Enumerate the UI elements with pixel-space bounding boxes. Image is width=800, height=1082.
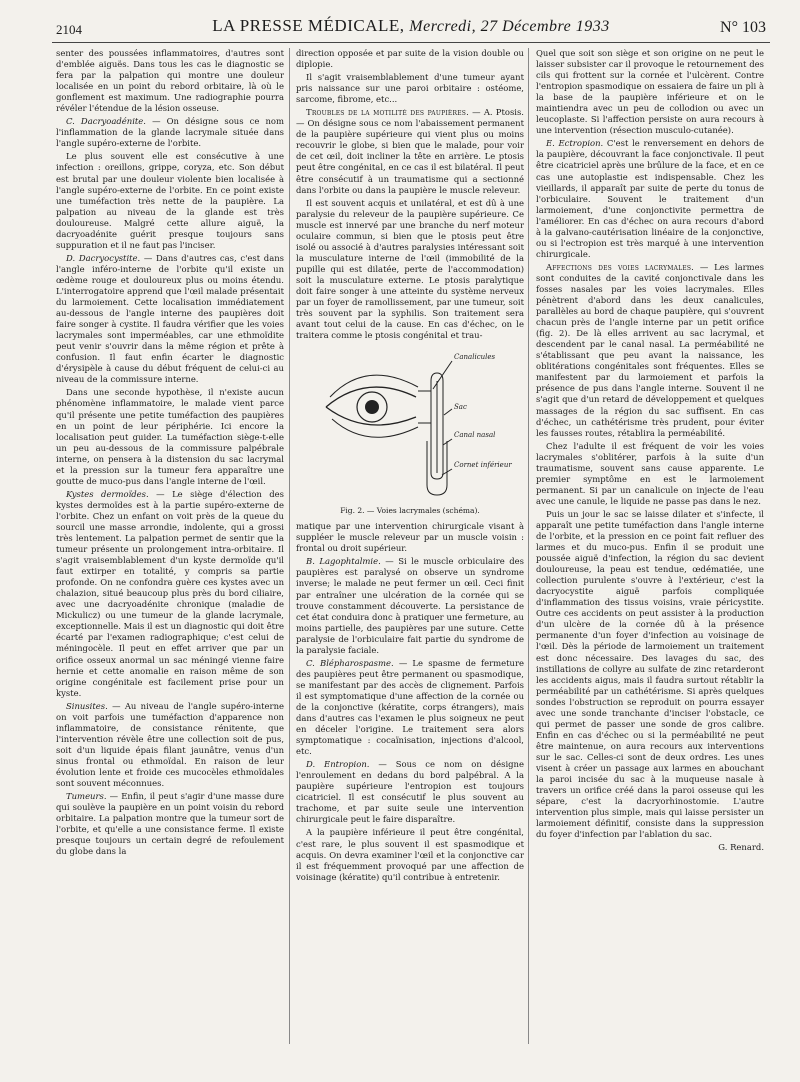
- paragraph: [536, 441, 764, 507]
- paragraph: [56, 151, 284, 250]
- paragraph: [296, 198, 524, 342]
- paragraph: [56, 489, 284, 699]
- paragraph: [56, 791, 284, 857]
- paragraph-text: Quel que soit son siège et son origine on ne peut le laisser subsister car il provoque le retournement des cils qui frottent sur la cornée et l'ulcèrent. Contre l'entropion spasmodique on essaiera de faire un pli à la base de la paupière inférieure et on le maintiendra avec un peu de collodion ou avec un leucoplaste. Si l'affection persiste on aura recours à une intervention (résection musculo-cutanée).: [536, 48, 764, 136]
- paragraph: [56, 387, 284, 486]
- paragraph: [296, 556, 524, 655]
- paragraph-text: direction opposée et par suite de la vision double ou diplopie.: [296, 48, 524, 70]
- paragraph: [296, 107, 524, 195]
- masthead: [52, 16, 770, 36]
- figure-lacrimal-ducts: [296, 345, 524, 515]
- eye-pupil: [365, 400, 379, 414]
- paragraph-text: senter des poussées inflammatoires, d'autres sont d'emblée aiguës. Dans tous les cas le diagnostic se fera par la palpation qui montre une douleur localisée en un point du rebord orbitaire, là où le gonflement est maximum. Une radiographie pourra révéler l'étendue de la lésion osseuse.: [56, 48, 284, 114]
- section-heading: D. Entropion.: [306, 759, 370, 770]
- paragraph-text: — Au niveau de l'angle supéro-interne on voit parfois une tuméfaction d'apparence non inflammatoire, de consistance rénitente, que l'intervention révèle être une collection soit de pus, soit d'un liquide épais filant jaunâtre, venus d'un sinus frontal ou ethmoïdal. En raison de leur évolution lente et froide ces mucocèles ethmoïdales sont souvent méconnues.: [56, 700, 284, 789]
- paragraph-text: A la paupière inférieure il peut être congénital, c'est rare, le plus souvent il est spasmodique et acquis. On devra examiner l'œil et la conjonctive car il est fréquemment provoqué par une affection de voisinage (kératite) qu'il contribue à entretenir.: [296, 827, 524, 882]
- paragraph-text: — Si le muscle orbiculaire des paupières est paralysé on observe un syndrome inverse; le malade ne peut fermer un œil. Ceci finit par entraîner une ulcération de la cornée qui se trouve constamment découverte. La persistance de cet état conduira donc à pratiquer une fermeture, au moins partielle, des paupières par une suture. Cette paralysie de l'orbiculaire fait partie du syndrome de la paralysie faciale.: [296, 556, 524, 655]
- column-left: [56, 48, 284, 1048]
- paragraph-text: Le plus souvent elle est consécutive à une infection : oreillons, grippe, coryza, etc. Son début est brutal par une douleur violente bien localisée à l'angle supéro-externe de l'orbite. En ce point existe une tuméfaction très nette de la paupière. La palpation au niveau de la glande est très douloureuse. Malgré cette allure aiguë, la dacryoadénite guérit presque toujours sans suppuration et il ne faut pas l'inciser.: [56, 151, 284, 250]
- paragraph-text: matique par une intervention chirurgicale visant à suppléer le muscle releveur par un muscle voisin : frontal ou droit supérieur.: [296, 521, 524, 554]
- paragraph: [56, 48, 284, 114]
- label-cornet-inferieur: Cornet inférieur: [454, 461, 512, 470]
- column-rule: [289, 48, 290, 1044]
- paragraph-text: C'est le renversement en dehors de la paupière, découvrant la face conjonctivale. Il peut être cicatriciel après une brûlure de la face, et en ce cas une autoplastie est indispensable. Chez les vieillards, il apparaît par suite de perte du tonus de l'orbiculaire. Souvent le traitement d'un larmoiement, d'une conjonctivite permettra de l'améliorer. En cas d'échec on aura recours d'abord à la galvano-cautérisation linéaire de la conjonctive, ou si l'ectropion est très marqué à une intervention chirurgicale.: [536, 138, 764, 259]
- section-heading: Troubles de la motilité des paupières.: [306, 107, 469, 118]
- paragraph-text: — A. Ptosis. — On désigne sous ce nom l'abaissement permanent de la paupière supérieure qui vient plus ou moins recouvrir le globe, si bien que le malade, pour voir de cet œil, doit incliner la tête en arrière. Le ptosis peut être congénital, en ce cas il est bilatéral. Il peut être consécutif à un traumatisme qui a sectionné dans l'orbite ou dans la paupière le muscle releveur.: [296, 107, 524, 195]
- section-heading: C. Dacryoadénite.: [66, 116, 146, 127]
- section-heading: Kystes dermoïdes.: [66, 488, 149, 499]
- lacrimal-diagram: [306, 345, 516, 503]
- paragraph: [296, 72, 524, 105]
- column-right: [536, 48, 764, 1048]
- paragraph: [536, 262, 764, 439]
- section-heading: C. Blépharospasme.: [306, 657, 394, 668]
- paragraph-text: Dans une seconde hypothèse, il n'existe aucun phénomène inflammatoire, le malade vient parce qu'il présente une petite tuméfaction des paupières en un point de leur périphérie. Ici encore la localisation peut guider. La tuméfaction siège-t-elle un peu au-dessous de la commissure palpébrale interne, on pensera à la distension du sac lacrymal et la pression sur la tumeur fera apparaître une goutte de muco-pus dans l'angle interne de l'œil.: [56, 387, 284, 486]
- page-number: 2104: [56, 22, 82, 37]
- section-heading: Affections des voies lacrymales.: [546, 261, 695, 272]
- paragraph: [536, 48, 764, 136]
- paragraph: [296, 759, 524, 825]
- paragraph-text: — On désigne sous ce nom l'inflammation de la glande lacrymale située dans l'angle supéro-externe de l'orbite.: [56, 116, 284, 149]
- paragraph: [56, 701, 284, 789]
- label-sac: Sac: [454, 403, 467, 412]
- label-canal-nasal: Canal nasal: [454, 431, 496, 440]
- issue-number: N° 103: [720, 19, 766, 36]
- column-middle: [296, 48, 524, 1048]
- page-header: [52, 10, 770, 44]
- column-middle-bottom: [296, 521, 524, 883]
- column-right-body: [536, 48, 764, 840]
- paragraph-text: — Sous ce nom on désigne l'enroulement en dedans du bord palpébral. A la paupière supérieure l'entropion est toujours cicatriciel. Il est consécutif le plus souvent au trachome, et par suite seule une intervention chirurgicale peut le faire disparaître.: [296, 759, 524, 825]
- column-middle-top: [296, 48, 524, 341]
- paragraph: [296, 827, 524, 882]
- paragraph-text: — Dans d'autres cas, c'est dans l'angle inféro-interne de l'orbite qu'il existe un œdème rouge et douloureux plus ou moins étendu. L'interrogatoire apprend que l'œil malade présentait du larmoiement. Cette localisation immédiatement au-dessous de l'angle interne des paupières doit faire songer à cystite. Il faudra vérifier que les voies lacrymales sont imperméables, car une ethmoïdite peut venir s'ouvrir dans la même région et prête à confusion. Il faut enfin écarter le diagnostic d'érysipèle à cause du début fréquent de celui-ci au niveau de la commissure interne.: [56, 252, 284, 385]
- paragraph: [536, 509, 764, 840]
- paragraph-text: — Le spasme de fermeture des paupières peut être permanent ou spasmodique, se manifestant par des accès de clignement. Parfois il est symptomatique d'une affection de la cornée ou de la conjonctive (kératite, corps étrangers), mais dans d'autres cas l'examen le plus soigneux ne peut en déceler l'origine. Le traitement sera alors symptomatique : cocaïnisation, injections d'alcool, etc.: [296, 657, 524, 757]
- figure-caption: Fig. 2. — Voies lacrymales (schéma).: [340, 506, 480, 516]
- paragraph: [296, 658, 524, 757]
- paragraph: [56, 253, 284, 386]
- paragraph-text: Il s'agit vraisemblablement d'une tumeur ayant pris naissance sur une paroi orbitaire : ostéome, sarcome, fibrome, etc...: [296, 72, 524, 105]
- column-rule: [528, 48, 529, 1044]
- section-heading: Tumeurs.: [66, 791, 107, 802]
- paragraph: [296, 48, 524, 70]
- label-canalicules: Canalicules: [454, 353, 496, 362]
- paragraph-text: Chez l'adulte il est fréquent de voir les voies lacrymales s'oblitérer, parfois à la suite d'un traumatisme, souvent sans cause apparente. Le premier symptôme en est le larmoiement permanent. Si par un canalicule on injecte de l'eau avec une canule, le liquide ne passe pas dans le nez.: [536, 440, 764, 506]
- author-signature: G. Renard.: [718, 842, 764, 853]
- paragraph-text: — Enfin, il peut s'agir d'une masse dure qui soulève la paupière en un point voisin du rebord orbitaire. La palpation montre que la tumeur sort de l'orbite, et qu'elle a une consistance ferme. Il existe presque toujours un certain degré de refoulement du globe dans la: [56, 791, 284, 857]
- section-heading: D. Dacryocystite.: [66, 252, 141, 263]
- paragraph-text: — Le siège d'élection des kystes dermoïdes est à la partie supéro-externe de l'orbite. Chez un enfant on voit près de la queue du sourcil une masse arrondie, indolente, qui a grossi très lentement. La palpation permet de sentir que la tumeur présente un prolongement intra-orbitaire. Il s'agit vraisemblablement d'un kyste dermoïde qu'il faut extirper en totalité, y compris sa partie profonde. On ne confondra guère ces kystes avec un chalazion, situé beaucoup plus près du bord ciliaire, avec une dacryoadénite chronique (maladie de Mickulicz) ou une tumeur de la glande lacrymale, exceptionnelle. Mais il est un diagnostic qui doit être écarté par l'examen radiographique; c'est celui de méningocèle. Il peut en effet arriver que par un orifice osseux anormal un sac méningé vienne faire hernie et cette anomalie en raison même de son origine congénitale est facilement prise pour un kyste.: [56, 488, 284, 698]
- header-rule: [52, 42, 770, 43]
- paragraph: [536, 138, 764, 260]
- paragraph: [296, 521, 524, 554]
- paragraph-text: — Les larmes sont conduites de la cavité conjonctivale dans les fosses nasales par les voies lacrymales. Elles pénètrent d'abord dans les deux canalicules, parallèles au bord de chaque paupière, qui s'ouvrent chacun près de l'angle interne par un petit orifice (fig. 2). De là elles arrivent au sac lacrymal, et descendent par le canal nasal. La perméabilité ne s'établissant que peu avant la naissance, les oblitérations congénitales sont fréquentes. Elles se manifestent par du larmoiement et parfois la présence de pus dans l'angle interne. Souvent il ne s'agit que d'un retard de développement et quelques massages de la région du sac suffisent. En cas d'échec, un cathétérisme très prudent, pour éviter les fausses routes, rétablira la perméabilité.: [536, 261, 764, 438]
- paragraph-text: Il est souvent acquis et unilatéral, et est dû à une paralysie du releveur de la paupière supérieure. Ce muscle est innervé par une branche du nerf moteur oculaire commun, si bien que le ptosis peut être isolé ou associé à d'autres paralysies intéressant soit la musculature interne de l'œil (immobilité de la pupille qui est dilatée, perte de l'accommodation) soit la musculature externe. Le ptosis paralytique doit faire songer à une atteinte du système nerveux par un foyer de ramollissement, par une tumeur, soit très souvent par la syphilis. Son traitement sera avant tout celui de la cause. En cas d'échec, on le traitera comme le ptosis congénital et trau-: [296, 197, 524, 341]
- section-heading: E. Ectropion.: [546, 138, 604, 149]
- paragraph-text: Puis un jour le sac se laisse dilater et s'infecte, il apparaît une petite tuméfaction dans l'angle interne de l'orbite, et la pression en ce point fait refluer des larmes et du muco-pus. Enfin il se produit une poussée aiguë d'infection, la région du sac devient douloureuse, la peau est tendue, œdématiée, une collection purulente s'ouvre à l'extérieur, c'est la dacryocystite aiguë parfois compliquée d'inflammation des tissus voisins, vraie péricystite. Outre ces accidents on peut assister à la production d'un ulcère de la cornée dû à la présence permanente d'un foyer d'infection au voisinage de l'œil. Dès la période de larmoiement un traitement est donc nécessaire. Des lavages du sac, des instillations de collyre au sulfate de zinc retarderont les accidents aigus, mais il faudra surtout rétablir la perméabilité par un cathétérisme. Si après quelques sondes l'obstruction se reproduit on pourra essayer avec une sonde tranchante d'inciser l'obstacle, ce qui permet de passer une sonde de gros calibre. Enfin en cas d'échec ou si la perméabilité ne peut être maintenue, on aura recours aux interventions sur le sac. Celles-ci sont de deux ordres. Les unes visent à créer un passage aux larmes en abouchant la paroi incisée du sac à la muqueuse nasale à travers un orifice créé dans la paroi osseuse qui les sépare, c'est la dacryorhinostomie. L'autre intervention plus simple, mais qui laisse persister un larmoiement définitif, consiste dans la suppression du foyer d'infection par l'ablation du sac.: [536, 508, 764, 840]
- paragraph: [56, 116, 284, 149]
- issue-date: Mercredi, 27 Décembre 1933: [409, 18, 610, 35]
- section-heading: B. Lagophtalmie.: [306, 556, 381, 567]
- section-heading: Sinusites.: [66, 700, 108, 711]
- journal-title: LA PRESSE MÉDICALE,: [212, 16, 405, 35]
